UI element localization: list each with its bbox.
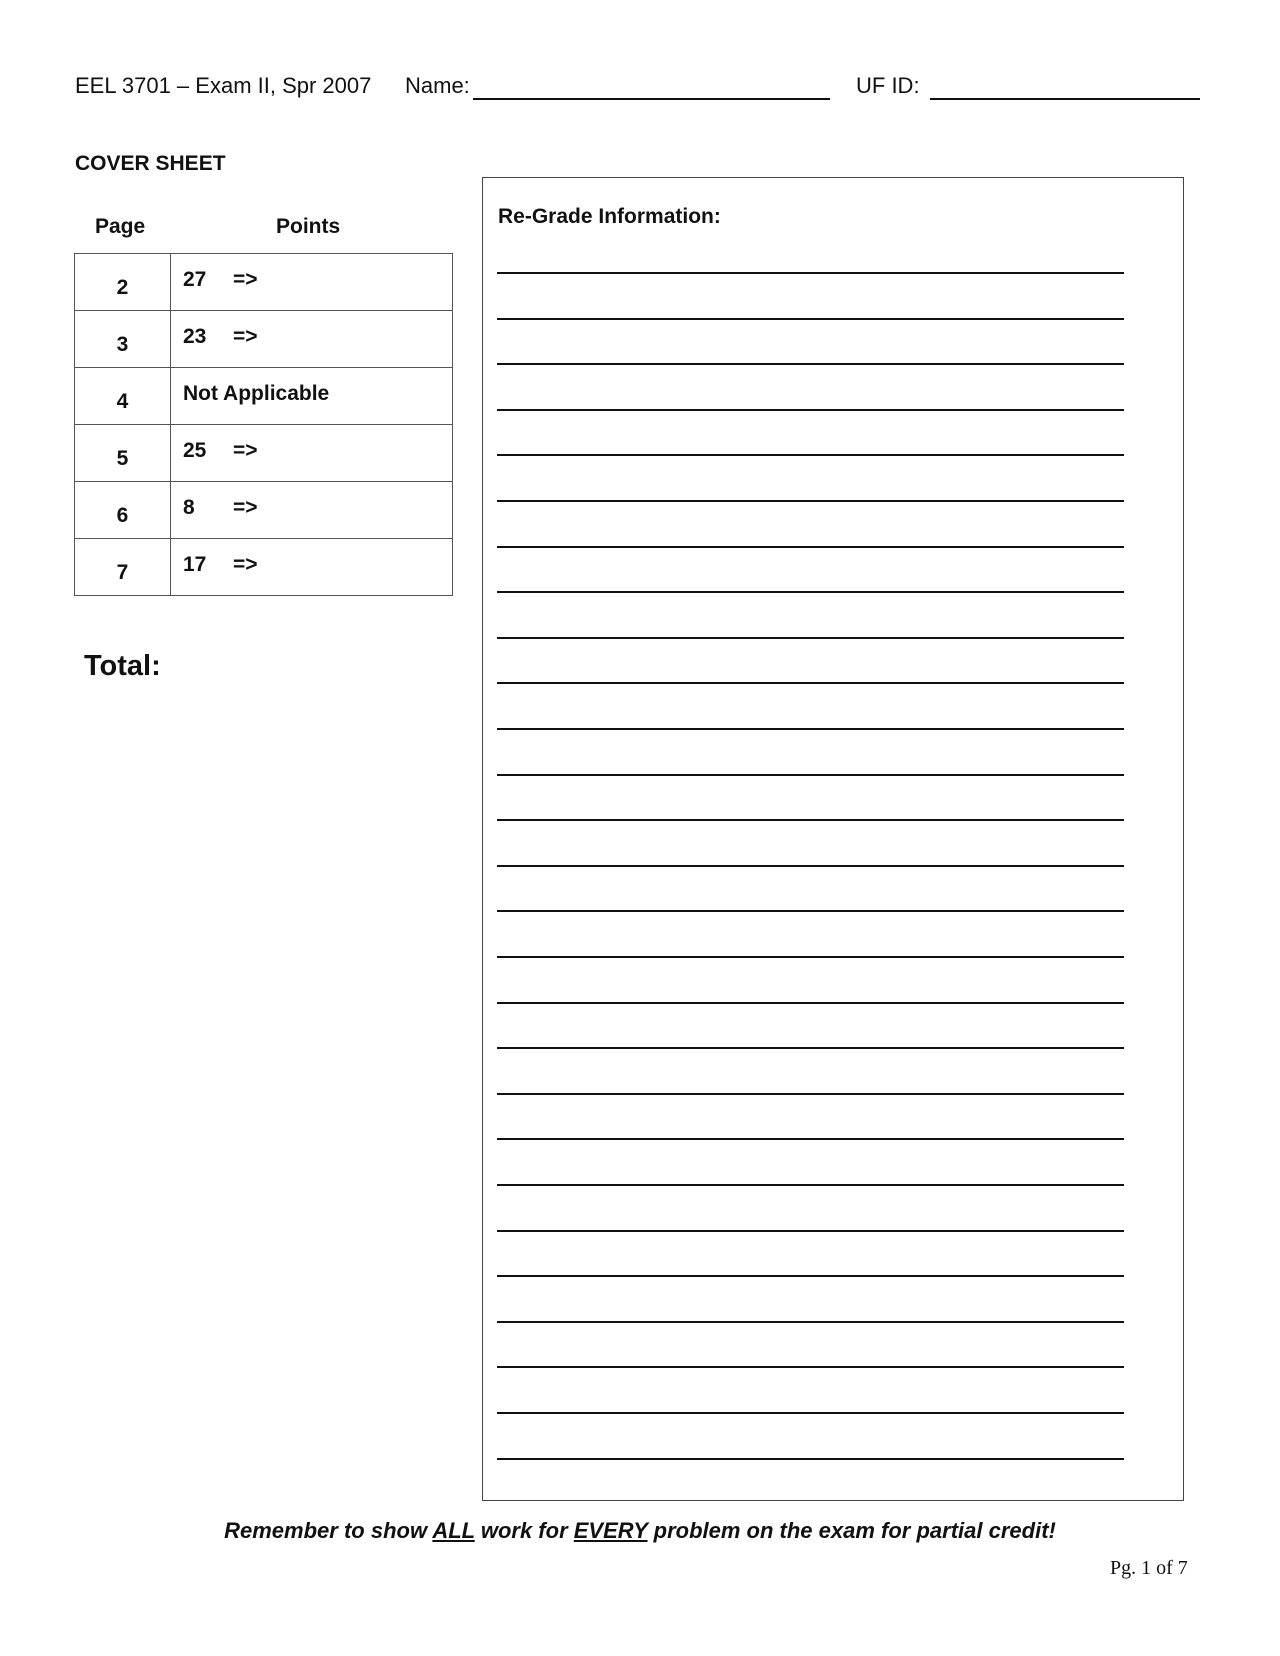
arrow-text: =>	[233, 496, 258, 519]
regrade-line[interactable]	[497, 728, 1124, 730]
table-row	[75, 368, 453, 425]
ufid-label: UF ID:	[856, 73, 920, 98]
points-value: 8	[183, 496, 195, 519]
points-cell[interactable]	[171, 425, 453, 482]
regrade-line[interactable]	[497, 1275, 1124, 1277]
regrade-line[interactable]	[497, 1321, 1124, 1323]
regrade-line[interactable]	[497, 500, 1124, 502]
total-label: Total:	[84, 650, 161, 682]
regrade-line[interactable]	[497, 1093, 1124, 1095]
page-cell: 7	[75, 539, 171, 596]
regrade-line[interactable]	[497, 1184, 1124, 1186]
regrade-line[interactable]	[497, 774, 1124, 776]
regrade-line[interactable]	[497, 682, 1124, 684]
table-row	[75, 539, 453, 596]
regrade-line[interactable]	[497, 1458, 1124, 1460]
reminder-emphasis-every: EVERY	[573, 1518, 648, 1543]
reminder-text: problem on the exam for partial credit!	[647, 1518, 1056, 1543]
regrade-line[interactable]	[497, 1002, 1124, 1004]
page-column-header: Page	[95, 215, 146, 238]
regrade-line[interactable]	[497, 409, 1124, 411]
regrade-line[interactable]	[497, 546, 1124, 548]
reminder-emphasis-all: ALL	[432, 1518, 475, 1543]
points-value: 27	[183, 268, 207, 291]
points-cell[interactable]	[171, 311, 453, 368]
points-cell[interactable]	[171, 254, 453, 311]
table-row	[75, 425, 453, 482]
name-label: Name:	[405, 73, 470, 98]
regrade-line[interactable]	[497, 819, 1124, 821]
reminder-note	[0, 1518, 1280, 1544]
ufid-field[interactable]	[930, 98, 1200, 100]
regrade-box	[482, 177, 1184, 1501]
regrade-line[interactable]	[497, 591, 1124, 593]
points-value: 23	[183, 325, 207, 348]
regrade-line[interactable]	[497, 1230, 1124, 1232]
regrade-line[interactable]	[497, 1366, 1124, 1368]
points-column-header: Points	[276, 215, 341, 238]
regrade-line[interactable]	[497, 637, 1124, 639]
regrade-line[interactable]	[497, 454, 1124, 456]
exam-title: EEL 3701 – Exam II, Spr 2007	[75, 73, 372, 98]
arrow-text: =>	[233, 439, 258, 462]
page-cell: 2	[75, 254, 171, 311]
page-cell: 4	[75, 368, 171, 425]
points-value: Not Applicable	[183, 382, 330, 405]
page-cell: 5	[75, 425, 171, 482]
arrow-text: =>	[233, 553, 258, 576]
page-cell: 6	[75, 482, 171, 539]
points-value: 17	[183, 553, 207, 576]
points-cell	[171, 368, 453, 425]
reminder-text: work for	[474, 1518, 574, 1543]
regrade-line[interactable]	[497, 1138, 1124, 1140]
page-number: Pg. 1 of 7	[1110, 1557, 1188, 1579]
points-cell[interactable]	[171, 539, 453, 596]
regrade-line[interactable]	[497, 318, 1124, 320]
regrade-line[interactable]	[497, 272, 1124, 274]
regrade-line[interactable]	[497, 1412, 1124, 1414]
points-table	[74, 253, 453, 596]
arrow-text: =>	[233, 325, 258, 348]
page-cell: 3	[75, 311, 171, 368]
cover-sheet-title: COVER SHEET	[75, 152, 226, 175]
name-field[interactable]	[473, 98, 830, 100]
points-value: 25	[183, 439, 207, 462]
regrade-title: Re-Grade Information:	[498, 205, 721, 228]
regrade-line[interactable]	[497, 910, 1124, 912]
reminder-text: Remember to show	[224, 1518, 433, 1543]
regrade-line[interactable]	[497, 363, 1124, 365]
arrow-text: =>	[233, 268, 258, 291]
table-row	[75, 311, 453, 368]
regrade-line[interactable]	[497, 865, 1124, 867]
regrade-line[interactable]	[497, 956, 1124, 958]
regrade-line[interactable]	[497, 1047, 1124, 1049]
points-cell[interactable]	[171, 482, 453, 539]
table-row	[75, 482, 453, 539]
table-row	[75, 254, 453, 311]
